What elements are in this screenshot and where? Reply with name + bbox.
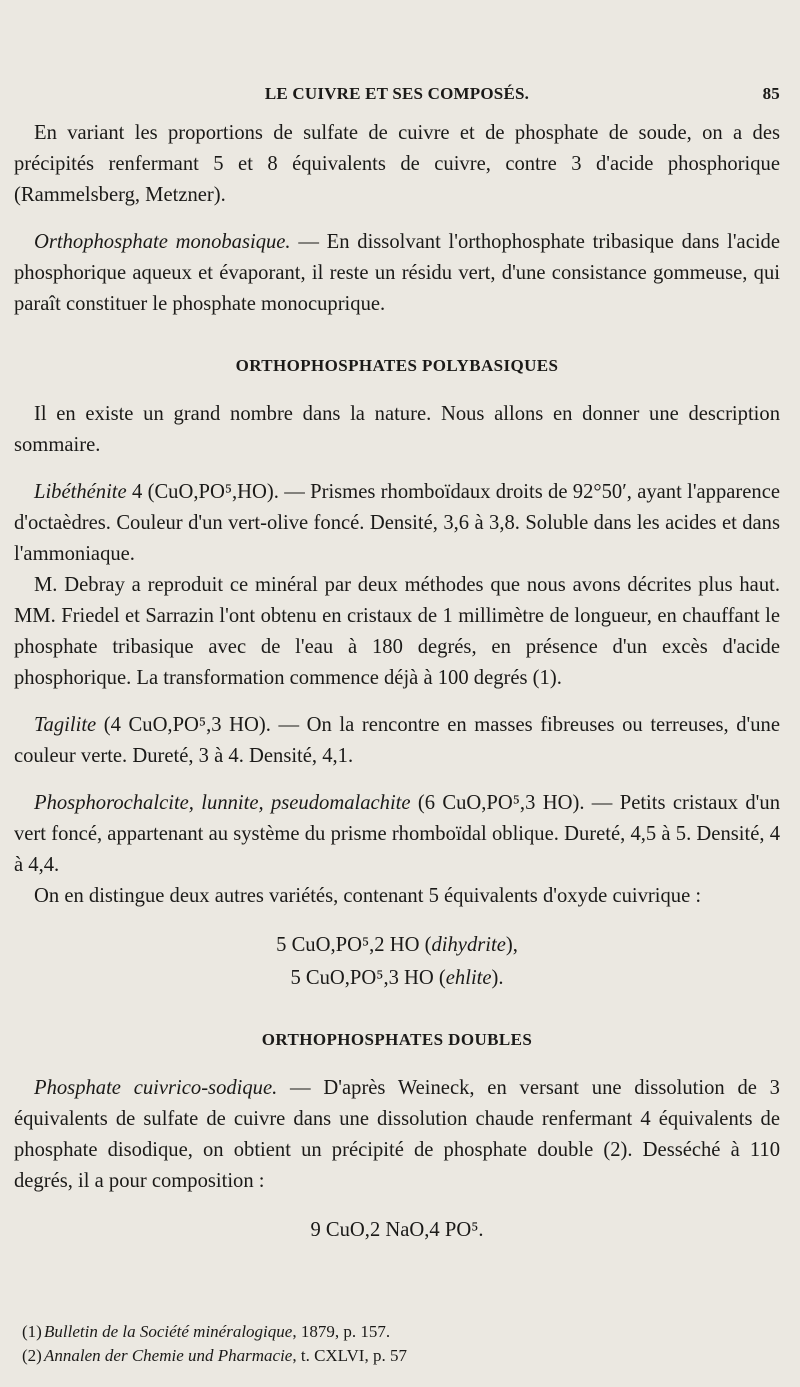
paragraph-phosphorochalcite: Phosphorochalcite, lunnite, pseudomalachite (6 CuO,PO⁵,3 HO). — Petits cristaux d'un vert foncé, appartenant au système du prisme rhomboïdal oblique. Dureté, 4,5 à 5. Densité, 4 à 4,4. bbox=[14, 792, 780, 876]
page-number: 85 bbox=[762, 84, 780, 103]
paragraph-varieties: On en distingue deux autres variétés, contenant 5 équivalents d'oxyde cuivrique : bbox=[34, 885, 702, 907]
paragraph-debray: M. Debray a reproduit ce minéral par deux méthodes que nous avons décrites plus haut. MM. Friedel et Sarrazin l'ont obtenu en cristaux de 1 millimètre de longueur, en chauffant le phosphate tribasique avec de l'eau à 180 degrés, en présence d'un excès d'acide phosphorique. La transformation commence déjà à 100 degrés (1). bbox=[14, 574, 780, 689]
paragraph-title: Orthophosphate monobasique. bbox=[34, 231, 291, 253]
formula-dihydrite: 5 CuO,PO⁵,2 HO (dihydrite), bbox=[276, 934, 518, 956]
paragraph-title: Libéthénite bbox=[34, 481, 127, 503]
paragraph-title: Phosphorochalcite, lunnite, pseudomalachite bbox=[34, 792, 411, 814]
footnote: (2) Annalen der Chemie und Pharmacie, t. CXLVI, p. 57 bbox=[22, 1346, 407, 1365]
paragraph-tagilite: Tagilite (4 CuO,PO⁵,3 HO). — On la rencontre en masses fibreuses ou terreuses, d'une couleur verte. Dureté, 3 à 4. Densité, 4,1. bbox=[14, 714, 780, 767]
paragraph-intro: Il en existe un grand nombre dans la nature. Nous allons en donner une description sommaire. bbox=[14, 403, 780, 456]
running-header bbox=[14, 84, 780, 112]
paragraph-monobasic: Orthophosphate monobasique. — En dissolvant l'orthophosphate tribasique dans l'acide phosphorique aqueux et évaporant, il reste un résidu vert, d'une consistance gommeuse, qui paraît constituer le phosphate monocuprique. bbox=[14, 231, 780, 315]
formula-composition: 9 CuO,2 NaO,4 PO⁵. bbox=[310, 1219, 484, 1241]
paragraph-cuivrico-sodique: Phosphate cuivrico-sodique. — D'après Weineck, en versant une dissolution de 3 équivalents de sulfate de cuivre dans une dissolution chaude renfermant 4 équivalents de phosphate disodique, on obtient un précipité de phosphate double (2). Desséché à 110 degrés, il a pour composition : bbox=[14, 1077, 780, 1192]
paragraph-copper-ratios: En variant les proportions de sulfate de cuivre et de phosphate de soude, on a des précipités renfermant 5 et 8 équivalents de cuivre, contre 3 d'acide phosphorique (Rammelsberg, Metzner). bbox=[14, 122, 780, 206]
running-title: LE CUIVRE ET SES COMPOSÉS. bbox=[264, 84, 530, 103]
paragraph-title: Phosphate cuivrico-sodique. bbox=[34, 1077, 278, 1099]
paragraph-title: Tagilite bbox=[34, 714, 97, 736]
formula-block bbox=[14, 930, 780, 994]
section-heading-polybasic: ORTHOPHOSPHATES POLYBASIQUES bbox=[235, 356, 559, 375]
footnotes bbox=[22, 1320, 780, 1368]
footnote: (1) Bulletin de la Société minéralogique, 1879, p. 157. bbox=[22, 1322, 391, 1341]
section-heading-double: ORTHOPHOSPHATES DOUBLES bbox=[261, 1030, 533, 1049]
formula-ehlite: 5 CuO,PO⁵,3 HO (ehlite). bbox=[290, 967, 504, 989]
paragraph-libethenite: Libéthénite 4 (CuO,PO⁵,HO). — Prismes rhomboïdaux droits de 92°50′, ayant l'apparence d'octaèdres. Couleur d'un vert-olive foncé. Densité, 3,6 à 3,8. Soluble dans les acides et dans l'ammoniaque. bbox=[14, 481, 780, 565]
body-text bbox=[14, 118, 780, 1248]
